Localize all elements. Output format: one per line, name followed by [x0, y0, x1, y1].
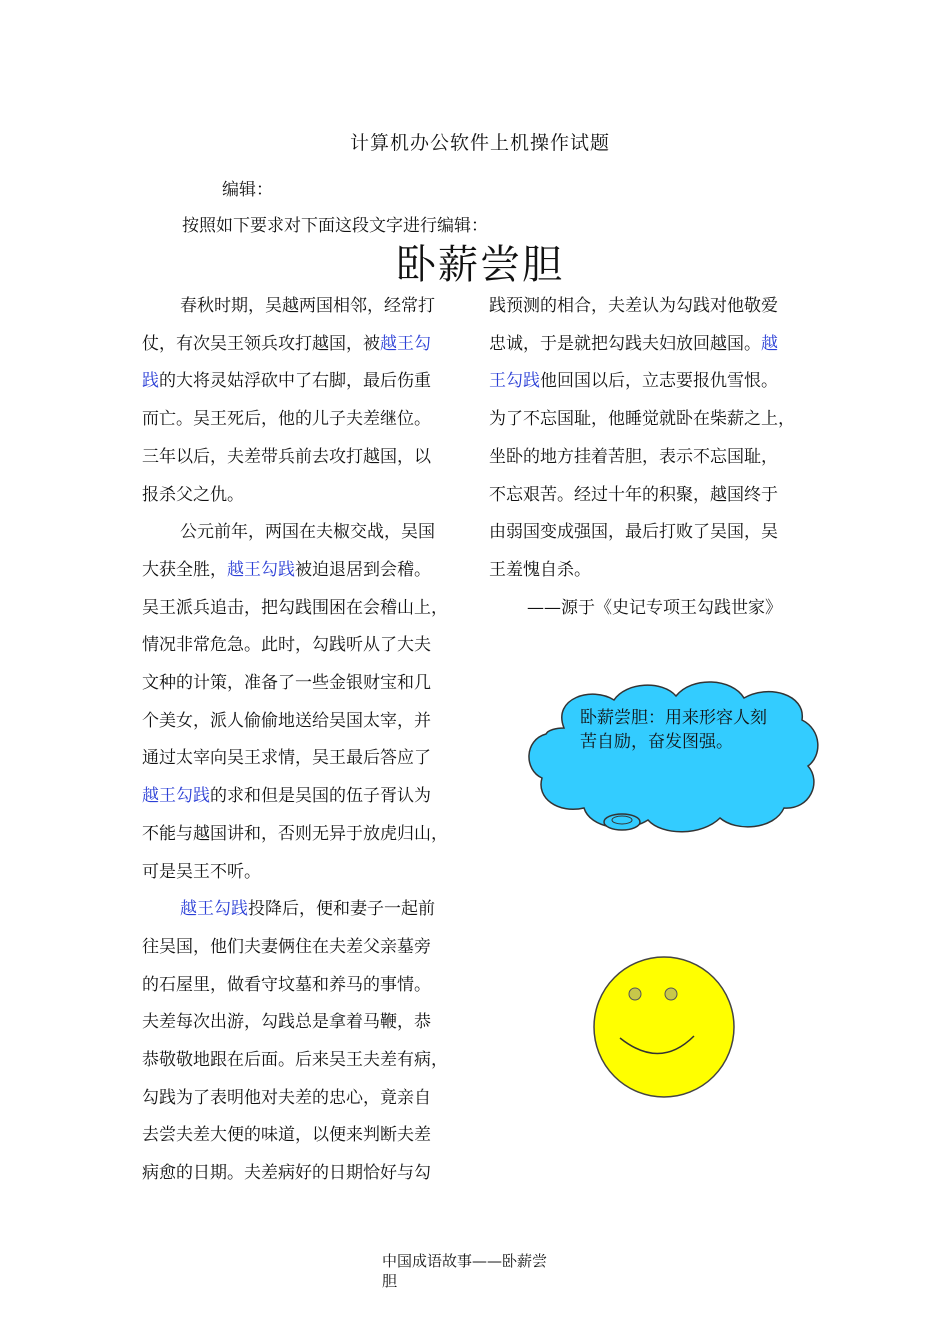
article-heading: 卧薪尝胆 [396, 242, 564, 288]
text-line: 践的大将灵姑浮砍中了右脚，最后伤重 [142, 371, 431, 392]
text-line: 而亡。吴王死后，他的儿子夫差继位。 [142, 409, 431, 430]
text-line: 个美女，派人偷偷地送给吴国太宰，并 [142, 710, 431, 731]
text-line: 由弱国变成强国，最后打败了吴国，吴 [489, 522, 778, 543]
footer-line: 中国成语故事——卧薪尝 [382, 1252, 548, 1270]
text-line: 忠诚，于是就把勾践夫妇放回越国。越 [489, 333, 778, 354]
smiley-face-icon [590, 952, 740, 1102]
document-title: 计算机办公软件上机操作试题 [349, 132, 610, 154]
highlighted-name: 王勾践 [489, 371, 540, 392]
text-line: 去尝夫差大便的味道，以便来判断夫差 [142, 1125, 431, 1146]
text-line: 可是吴王不听。 [142, 861, 261, 882]
footer-line: 胆 [382, 1272, 398, 1290]
cloud-body [529, 682, 818, 832]
text-line: 勾践为了表明他对夫差的忠心，竟亲自 [142, 1087, 431, 1108]
text-line: 公元前年，两国在夫椒交战，吴国 [180, 522, 435, 543]
highlighted-name: 越王勾 [380, 333, 431, 354]
text-line: 吴王派兵追击，把勾践围困在会稽山上， [142, 597, 448, 618]
text-line: 情况非常危急。此时，勾践听从了大夫 [142, 635, 431, 656]
text-line: 通过太宰向吴王求情，吴王最后答应了 [142, 748, 431, 769]
highlighted-name: 越王勾践 [142, 786, 210, 807]
highlighted-name: 践 [142, 371, 159, 392]
instruction-text: 按照如下要求对下面这段文字进行编辑： [182, 216, 488, 236]
text-line: 的石屋里，做看守坟墓和养马的事情。 [142, 974, 431, 995]
text-line: 三年以后，夫差带兵前去攻打越国，以 [142, 446, 431, 467]
left-column [142, 288, 482, 1193]
source-citation: ——源于《史记专项王勾践世家》 [527, 597, 782, 618]
text-line: 王勾践他回国以后，立志要报仇雪恨。 [489, 371, 778, 392]
text-line: 往吴国，他们夫妻俩住在夫差父亲墓旁 [142, 936, 431, 957]
highlighted-name: 越王勾践 [180, 899, 248, 920]
text-line: 坐卧的地方挂着苦胆，表示不忘国耻， [489, 446, 778, 467]
callout-text: 卧薪尝胆：用来形容人刻苦自励，奋发图强。 [580, 708, 767, 752]
text-line: 仗，有次吴王领兵攻打越国，被越王勾 [142, 333, 431, 354]
text-line: 春秋时期，吴越两国相邻，经常打 [180, 296, 435, 316]
text-line: 文种的计策，准备了一些金银财宝和几 [142, 673, 431, 694]
text-line: 报杀父之仇。 [142, 484, 244, 505]
text-line: 为了不忘国耻，他睡觉就卧在柴薪之上， [489, 409, 795, 430]
text-line: 病愈的日期。夫差病好的日期恰好与勾 [142, 1163, 431, 1184]
text-line: 践预测的相合，夫差认为勾践对他敬爱 [489, 296, 778, 316]
highlighted-name: 越 [761, 333, 778, 354]
text-line: 不能与越国讲和，否则无异于放虎归山， [142, 823, 448, 844]
edit-label: 编辑： [222, 180, 273, 200]
text-line: 夫差每次出游，勾践总是拿着马鞭，恭 [142, 1012, 431, 1033]
thought-cloud-shape [522, 670, 832, 845]
page-footer [382, 1251, 582, 1291]
text-line: 恭敬敬地跟在后面。后来吴王夫差有病， [142, 1050, 448, 1071]
text-line: 不忘艰苦。经过十年的积聚，越国终于 [489, 484, 778, 505]
right-column [489, 288, 834, 627]
text-line: 越王勾践投降后，便和妻子一起前 [180, 899, 435, 920]
highlighted-name: 越王勾践 [227, 559, 295, 580]
text-line: 越王勾践的求和但是吴国的伍子胥认为 [142, 786, 431, 807]
text-line: 大获全胜，越王勾践被迫退居到会稽。 [142, 559, 431, 580]
text-line: 王羞愧自杀。 [489, 559, 591, 580]
